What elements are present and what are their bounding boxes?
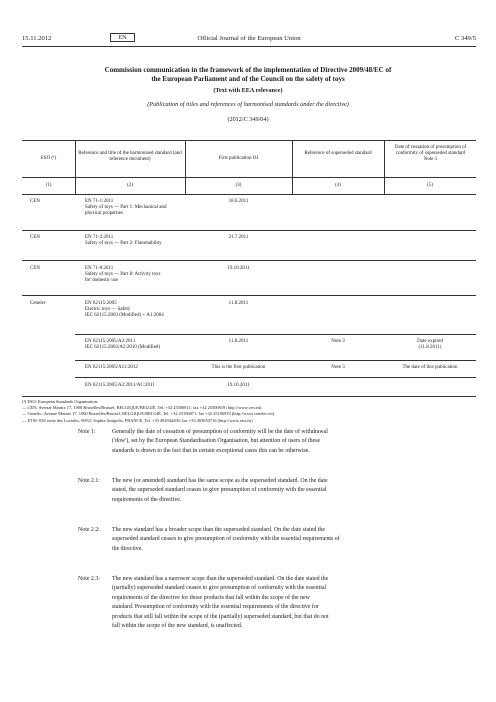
header-eso: ESO (¹)	[40, 156, 57, 161]
cessation-value: (11.8.2011)	[418, 345, 442, 351]
row-standard	[85, 365, 195, 371]
row-standard	[85, 383, 195, 389]
standard-title: Safety of toys — Part 8: Activity toys	[85, 272, 161, 278]
column-number: (2)	[127, 183, 133, 188]
row-standard	[85, 301, 195, 320]
journal-title: Official Journal of the European Union	[197, 35, 301, 42]
standard-reference: EN 62115:2005/A2:2011	[85, 339, 136, 344]
row-divider	[75, 334, 476, 335]
column-number: (3)	[235, 183, 242, 188]
standard-title-cont: physical properties	[85, 211, 123, 217]
note-label: Note 2.2:	[78, 527, 100, 533]
language-badge: EN	[110, 33, 135, 42]
title-line-2: the European Parliament and of the Council on the safety of toys	[151, 75, 345, 84]
first-publication: 21.7.2011	[228, 235, 249, 240]
standard-reference: EN 62115:2005/A11:2012	[85, 365, 138, 370]
row-divider	[75, 377, 476, 378]
footnote-title: (¹) ESO: European Standards Organisation:	[22, 399, 99, 404]
standard-reference: EN 62115:2005	[85, 301, 117, 306]
row-standard	[85, 339, 195, 351]
column-number: (1)	[45, 183, 52, 188]
header-first-publication: First publication OJ	[218, 156, 259, 161]
header-note-1: Note 1	[423, 157, 438, 163]
row-divider	[75, 360, 476, 361]
row-divider	[22, 230, 476, 231]
first-publication: 19.10.2011	[227, 266, 250, 271]
document-subtitle: (Publication of titles and references of harmonised standards under the directive)	[147, 101, 349, 108]
note-label: Note 1:	[78, 429, 96, 435]
title-line-1: Commission communication in the framework of the implementation of Directive 2009/48/EC of	[104, 66, 392, 74]
row-eso: CEN	[30, 199, 40, 204]
standard-title-cont: for domestic use	[85, 278, 119, 284]
table-bottom-rule	[22, 396, 476, 397]
row-standard	[85, 199, 195, 218]
superseded-standard: Note 3	[331, 365, 345, 370]
cessation-date: The date of this publication	[402, 365, 458, 370]
first-publication: 11.8.2011	[228, 301, 249, 306]
header-standard-reference: Reference and title of the harmonised standard (and reference document)	[78, 151, 182, 163]
first-publication: 11.8.2011	[228, 339, 249, 344]
footnote-etsi: — ETSI: 650 route des Lucioles, 06921 Sophia Antipolis, FRANCE, Tel. +33 492944200; fax +33 493654716 (http://www.etsi.eu)	[22, 417, 253, 423]
footnote-cen: — CEN: Avenue Marnix 17, 1000 Bruxelles/Brussel, BELGIQUE/BELGIË, Tel. +32 25500811; fax +32 25500819 (http://www.cen.eu)	[22, 405, 262, 411]
header-cessation-label: Date of cessation of presumption of conformity of superseded standard	[394, 145, 467, 157]
cessation-status: Date expired	[417, 339, 443, 344]
document-title	[60, 66, 436, 85]
standard-title-cont: IEC 62115:2003 (Modified) + A1:2004	[85, 313, 164, 319]
column-number: (4)	[335, 183, 341, 188]
column-number: (5)	[427, 183, 433, 188]
table-header-rule	[22, 177, 476, 178]
standard-reference: EN 62115:2005/A2:2011/AC:2011	[85, 383, 155, 388]
row-divider	[22, 295, 476, 296]
table-number-rule	[22, 194, 476, 195]
table-footnote	[22, 399, 476, 424]
first-publication: 19.10.2011	[227, 383, 250, 388]
issue-date: 15.11.2012	[22, 35, 52, 42]
row-divider	[22, 260, 476, 261]
first-publication: This is the first publication	[211, 365, 266, 370]
standard-reference: EN 71-8:2011	[85, 266, 114, 271]
note-text: The new standard has a broader scope than the superseded standard. On the date stated the superseded standard ceases to give presumption of conformity with the essential requirements of the directive.	[112, 527, 340, 552]
standard-title: Safety of toys — Part 2: Flammability	[85, 241, 162, 247]
journal-reference: C 349/5	[454, 35, 476, 42]
header-divider	[22, 46, 476, 47]
table-top-rule	[22, 140, 476, 141]
header-cessation-date	[386, 145, 475, 164]
standard-reference: EN 71-2:2011	[85, 235, 114, 240]
superseded-standard: Note 3	[331, 339, 345, 344]
standard-title: IEC 62115:2003/A2:2010 (Modified)	[85, 345, 161, 351]
note-label: Note 2.1:	[78, 478, 100, 484]
note-label: Note 2.3:	[78, 576, 100, 582]
row-eso: CEN	[30, 266, 40, 271]
row-eso: CEN	[30, 235, 40, 240]
header-superseded-standard: Reference of superseded standard	[304, 151, 372, 156]
note-text: The new standard has a narrower scope than the superseded standard. On the date stated the (partially) superseded standard ceases to give presumption of conformity with the essential requirements of the directive for those products that fall within the scope of the new standard. Presumption of conformity with the essential requirements of the directive for products that still fall within the scope of the (partially) superseded standard, but that do not fall within the scope of the new standard, is unaffected.	[112, 576, 329, 630]
row-standard	[85, 266, 195, 285]
row-eso: Cenelec	[30, 301, 47, 306]
eea-relevance: (Text with EEA relevance)	[213, 87, 283, 94]
standard-reference: EN 71-1:2011	[85, 199, 114, 204]
document-reference: (2012/C 349/04)	[227, 116, 269, 123]
cessation-date	[384, 339, 476, 351]
standard-title: Electric toys — Safety	[85, 307, 131, 313]
note-text: Generally the date of cessation of presumption of conformity will be the date of withdrawal ('dow'), set by the European Standardisation Organisation, but attention of users of these standards is drawn to the fact that in certain exceptional cases this can be otherwise.	[112, 429, 328, 454]
row-standard	[85, 235, 195, 247]
first-publication: 18.6.2011	[228, 199, 249, 204]
standard-title: Safety of toys — Part 1: Mechanical and	[85, 205, 167, 211]
page-header	[22, 33, 476, 47]
note-text: The new (or amended) standard has the same scope as the superseded standard. On the date stated, the superseded standard ceases to give presumption of conformity with the essential requirements of the directive.	[112, 478, 328, 503]
footnote-cenelec: — Cenelec: Avenue Marnix 17, 1000 Bruxelles/Brussel, BELGIQUE/BELGIË, Tel. +32 25196871; fax +32 25196919 (http://www.cenelec.eu)	[22, 411, 274, 417]
